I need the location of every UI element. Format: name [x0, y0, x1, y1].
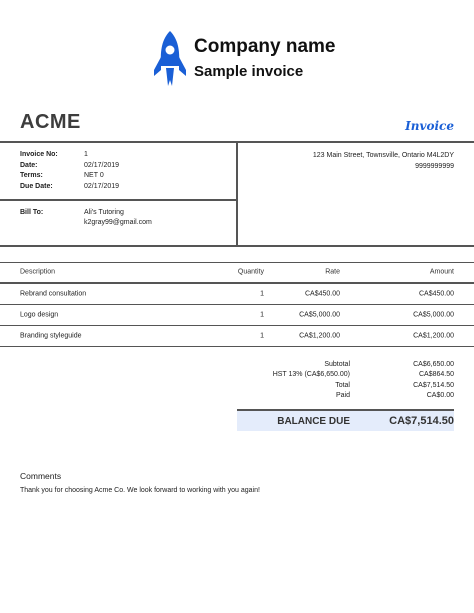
meta-label: Date:	[20, 161, 38, 169]
meta-label: Terms:	[20, 172, 43, 179]
bill-to-label: Bill To:	[20, 209, 44, 216]
meta-value: 1	[84, 151, 88, 158]
brand-logo-text: ACME	[20, 111, 81, 133]
table-bottom-border	[0, 346, 474, 347]
item-quantity: 1	[260, 290, 264, 298]
meta-label: Due Date:	[20, 182, 53, 190]
meta-row	[20, 162, 220, 173]
seller-phone: 9999999999	[415, 162, 454, 170]
col-rate: Rate	[325, 268, 340, 276]
table-header	[20, 262, 454, 282]
bill-to-email: k2gray99@gmail.com	[84, 219, 152, 226]
divider	[0, 199, 237, 201]
totals-value: CA$0.00	[426, 391, 454, 399]
col-amount: Amount	[429, 268, 454, 276]
balance-due-box	[237, 409, 454, 431]
col-description: Description	[20, 268, 56, 276]
meta-label: Invoice No:	[20, 151, 58, 158]
item-description: Rebrand consultation	[20, 290, 87, 298]
totals-value: CA$6,650.00	[413, 361, 454, 368]
table-row	[20, 326, 454, 346]
rocket-icon	[152, 30, 188, 88]
totals-row	[237, 382, 454, 392]
totals-label: Total	[335, 381, 350, 389]
meta-value: 02/17/2019	[84, 182, 120, 190]
meta-row	[20, 183, 220, 194]
item-amount: CA$5,000.00	[413, 311, 454, 319]
meta-row	[20, 172, 220, 183]
totals-row	[237, 361, 454, 371]
balance-due-label: BALANCE DUE	[277, 416, 350, 427]
item-rate: CA$5,000.00	[299, 311, 340, 319]
totals-label: HST 13% (CA$6,650.00)	[272, 371, 350, 379]
company-name: Company name	[194, 36, 336, 57]
meta-row	[20, 151, 220, 162]
seller-address: 123 Main Street, Townsville, Ontario M4L2DY	[312, 152, 454, 159]
comments-heading: Comments	[20, 471, 62, 481]
invoice-subtitle: Sample invoice	[194, 63, 304, 80]
totals-summary	[237, 361, 454, 402]
totals-label: Paid	[335, 391, 350, 399]
divider	[236, 141, 238, 246]
invoice-meta	[20, 151, 220, 193]
document-type-label: Invoice	[405, 119, 454, 133]
totals-row	[237, 371, 454, 381]
item-rate: CA$450.00	[304, 290, 340, 298]
bill-to-name: Ali's Tutoring	[84, 209, 124, 216]
item-description: Logo design	[20, 311, 59, 319]
table-row	[20, 305, 454, 325]
item-quantity: 1	[260, 332, 264, 340]
item-amount: CA$450.00	[418, 290, 454, 298]
divider	[0, 245, 474, 247]
col-quantity: Quantity	[237, 268, 264, 276]
totals-row	[237, 392, 454, 402]
balance-due-amount: CA$7,514.50	[389, 415, 454, 427]
meta-value: NET 0	[84, 172, 104, 179]
totals-value: CA$7,514.50	[413, 381, 454, 389]
totals-label: Subtotal	[324, 361, 350, 368]
item-description: Branding styleguide	[20, 332, 82, 340]
comments-text: Thank you for choosing Acme Co. We look forward to working with you again!	[20, 487, 260, 494]
invoice-header	[0, 0, 474, 100]
seller-info	[313, 151, 454, 172]
item-rate: CA$1,200.00	[299, 332, 340, 340]
table-row	[20, 284, 454, 304]
meta-value: 02/17/2019	[84, 161, 120, 169]
item-amount: CA$1,200.00	[413, 332, 454, 340]
item-quantity: 1	[260, 311, 264, 319]
totals-value: CA$864.50	[418, 371, 454, 379]
